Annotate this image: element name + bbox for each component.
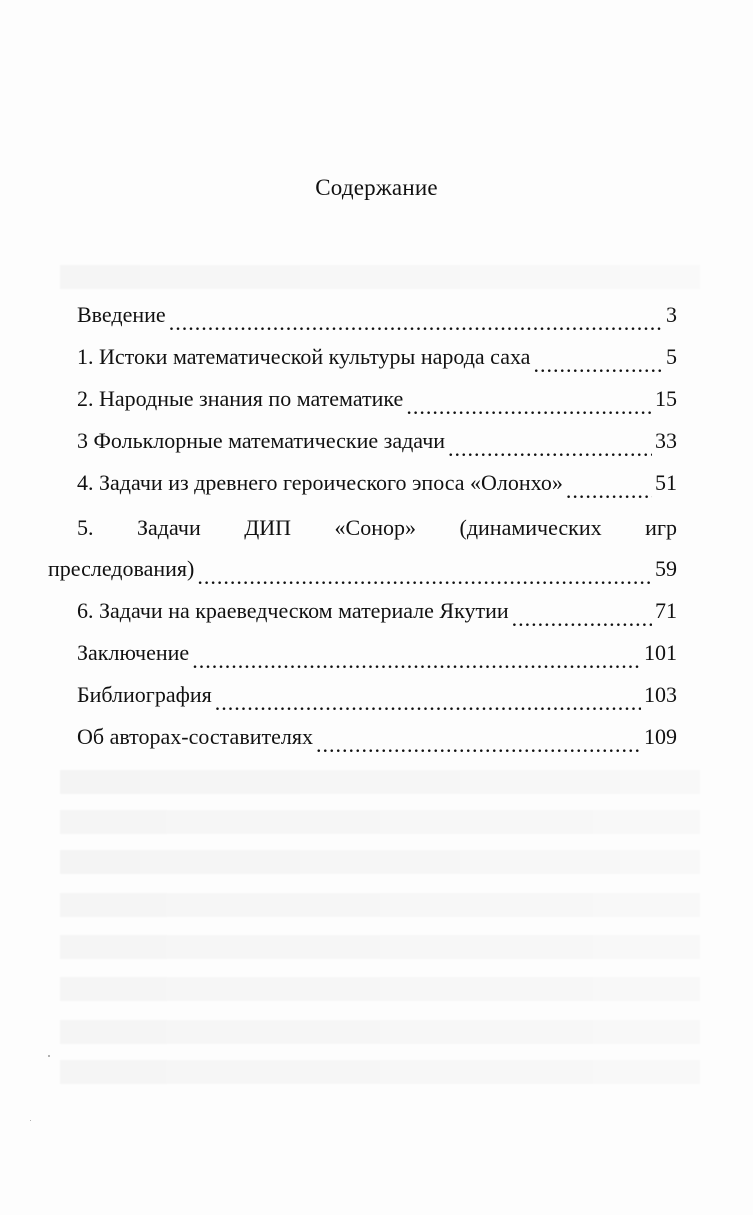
toc-entry-page: 15 <box>655 386 677 411</box>
paper-speck <box>48 1055 50 1057</box>
bleed-through-texture <box>60 893 700 917</box>
toc-entry-introduction[interactable] <box>77 302 677 332</box>
page-title: Содержание <box>315 175 438 200</box>
toc-word: (динамических <box>459 515 602 540</box>
toc-leader-dots <box>512 606 652 628</box>
toc-leader-dots <box>192 648 641 670</box>
paper-speck <box>30 1120 31 1121</box>
toc-entry-chapter-1[interactable] <box>77 344 677 374</box>
toc-entry-label: 1. Истоки математической культуры народа саха <box>77 344 531 369</box>
toc-leader-dots <box>316 732 641 754</box>
toc-word: 5. <box>77 515 94 540</box>
toc-leader-dots <box>448 436 652 458</box>
toc-entry-label: Введение <box>77 302 166 327</box>
toc-leader-dots <box>215 690 641 712</box>
toc-entry-page: 101 <box>644 640 677 665</box>
toc-entry-chapter-6[interactable] <box>77 598 677 628</box>
toc-entry-bibliography[interactable] <box>77 682 677 712</box>
toc-entry-label: Библиография <box>77 682 212 707</box>
toc-entry-label: Об авторах-составителях <box>77 724 313 749</box>
toc-word: Задачи <box>137 515 201 540</box>
toc-entry-label: Заключение <box>77 640 190 665</box>
bleed-through-texture <box>60 265 700 289</box>
toc-leader-dots <box>197 564 652 586</box>
toc-entry-page: 51 <box>655 470 677 495</box>
toc-entry-chapter-4[interactable] <box>77 470 677 500</box>
toc-entry-page: 103 <box>644 682 677 707</box>
bleed-through-texture <box>60 810 700 834</box>
toc-entry-label: 6. Задачи на краеведческом материале Якутии <box>77 598 509 623</box>
toc-entry-page: 3 <box>666 302 677 327</box>
bleed-through-texture <box>60 935 700 959</box>
toc-entry-chapter-3[interactable] <box>77 428 677 458</box>
toc-entry-label: 3 Фольклорные математические задачи <box>77 428 446 453</box>
bleed-through-texture <box>60 977 700 1001</box>
toc-entry-page: 71 <box>655 598 677 623</box>
toc-leader-dots <box>406 394 652 416</box>
toc-leader-dots <box>533 352 663 374</box>
toc-entry-label: преследования) <box>48 556 195 581</box>
toc-word: ДИП <box>244 515 292 540</box>
toc-entry-about-authors[interactable] <box>77 724 677 754</box>
toc-entry-page: 33 <box>655 428 677 453</box>
toc-leader-dots <box>566 478 652 500</box>
toc-entry-label: 2. Народные знания по математике <box>77 386 404 411</box>
toc-entry-label: 4. Задачи из древнего героического эпоса «Олонхо» <box>77 470 563 495</box>
toc-entry-chapter-2[interactable] <box>77 386 677 416</box>
bleed-through-texture <box>60 850 700 874</box>
toc-entry-page: 5 <box>666 344 677 369</box>
toc-leader-dots <box>169 310 663 332</box>
bleed-through-texture <box>60 770 700 794</box>
bleed-through-texture <box>60 1020 700 1044</box>
toc-entry-page: 109 <box>644 724 677 749</box>
bleed-through-texture <box>60 1060 700 1084</box>
toc-entry-chapter-5-line-2[interactable] <box>48 556 677 586</box>
toc-entry-page: 59 <box>655 556 677 581</box>
toc-word: игр <box>645 515 677 540</box>
toc-entry-conclusion[interactable] <box>77 640 677 670</box>
toc-entry-chapter-5-line-1[interactable] <box>77 515 677 541</box>
toc-word: «Сонор» <box>334 515 416 540</box>
